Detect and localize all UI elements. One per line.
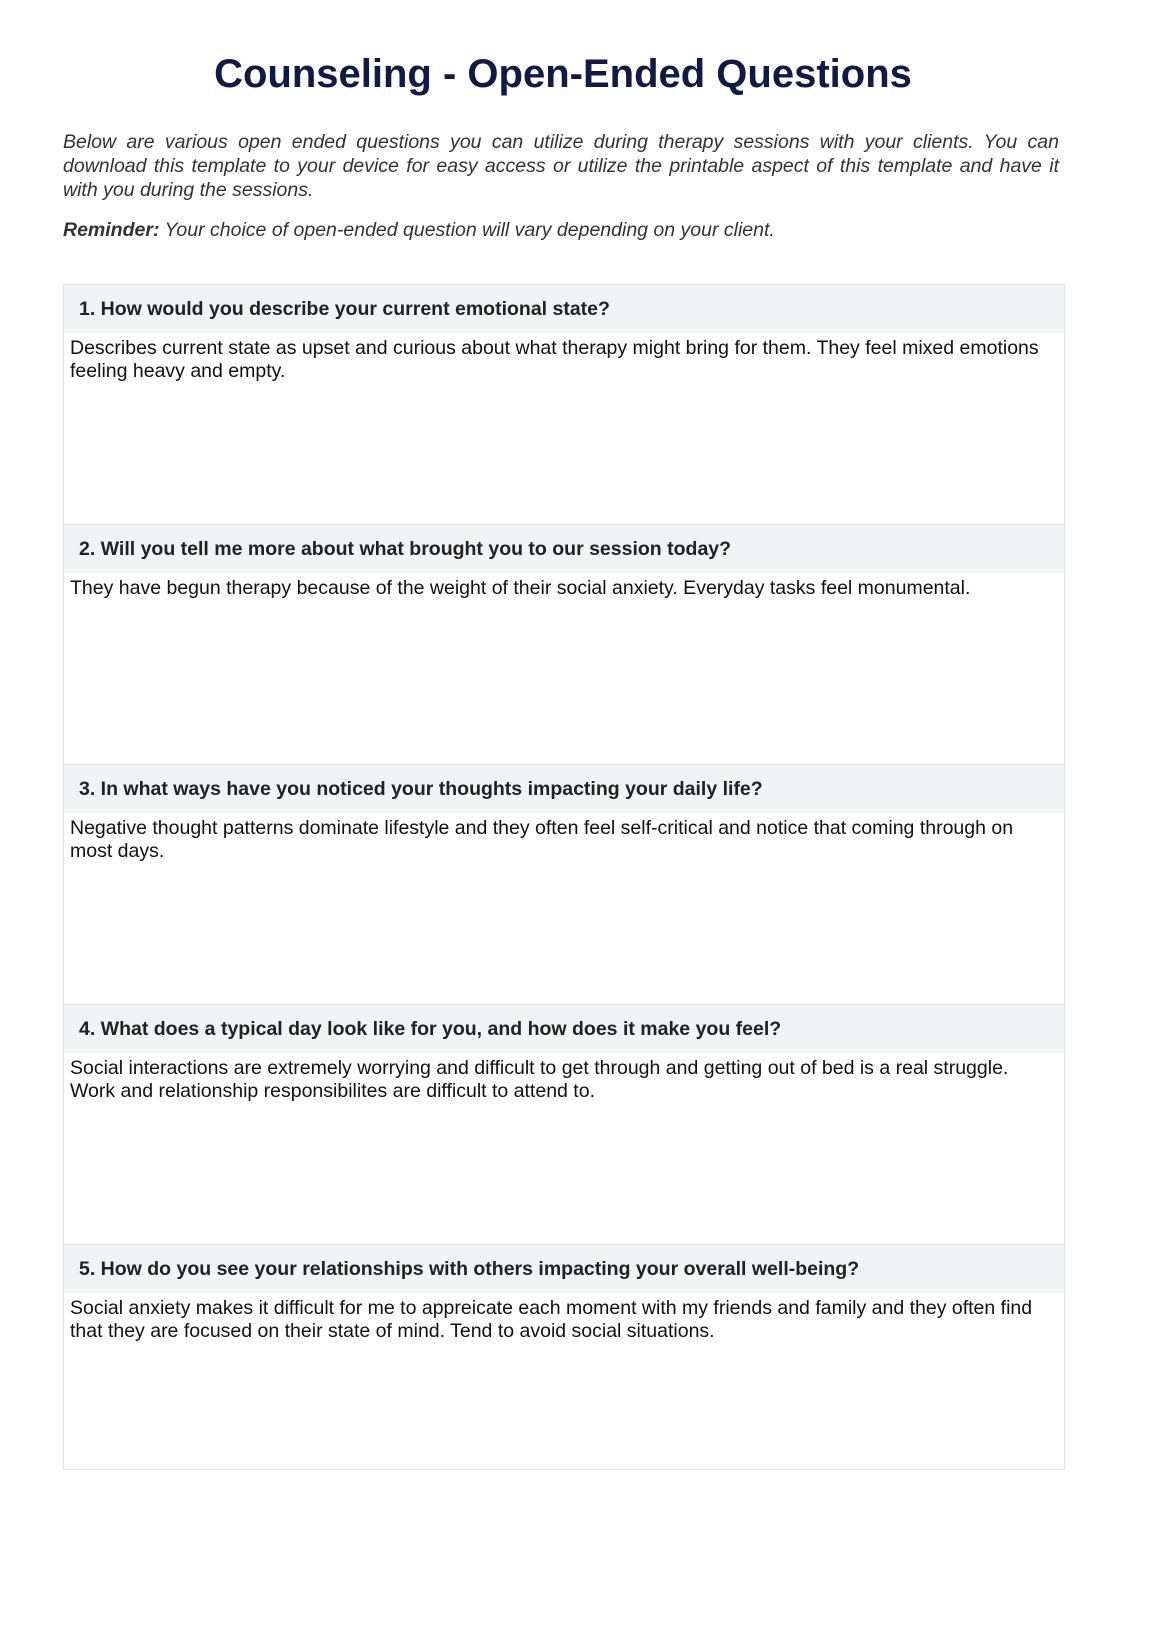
question-heading: 3. In what ways have you noticed your thoughts impacting your daily life? [64, 765, 1064, 813]
questions-table [63, 284, 1065, 1470]
answer-field[interactable]: Describes current state as upset and curious about what therapy might bring for them. They feel mixed emotions feeling heavy and empty. [70, 337, 1039, 382]
question-section-5 [64, 1245, 1064, 1469]
reminder-text: Your choice of open-ended question will vary depending on your client. [159, 219, 775, 241]
question-section-1 [64, 285, 1064, 525]
answer-field[interactable]: Negative thought patterns dominate lifestyle and they often feel self-critical and notice that coming through on most days. [70, 817, 1014, 862]
answer-field[interactable]: Social anxiety makes it difficult for me to appreicate each moment with my friends and family and they often find that they are focused on their state of mind. Tend to avoid social situations. [70, 1297, 1033, 1342]
question-section-4 [64, 1005, 1064, 1245]
question-heading: 2. Will you tell me more about what brought you to our session today? [64, 525, 1064, 573]
question-heading: 1. How would you describe your current emotional state? [64, 285, 1064, 333]
question-heading: 5. How do you see your relationships with others impacting your overall well-being? [64, 1245, 1064, 1293]
question-section-2 [64, 525, 1064, 765]
reminder [63, 219, 775, 242]
question-section-3 [64, 765, 1064, 1005]
answer-field[interactable]: Social interactions are extremely worrying and difficult to get through and getting out of bed is a real struggle. Work and relationship responsibilites are difficult to attend to. [70, 1057, 1009, 1102]
answer-field[interactable]: They have begun therapy because of the weight of their social anxiety. Everyday tasks feel monumental. [70, 577, 971, 599]
intro-text: Below are various open ended questions you can utilize during therapy sessions with your clients. You can download this template to your device for easy access or utilize the printable aspect of this template and have it with you during the sessions. [63, 131, 1059, 201]
page-title: Counseling - Open-Ended Questions [214, 52, 912, 96]
question-heading: 4. What does a typical day look like for you, and how does it make you feel? [64, 1005, 1064, 1053]
reminder-label: Reminder: [63, 219, 160, 241]
